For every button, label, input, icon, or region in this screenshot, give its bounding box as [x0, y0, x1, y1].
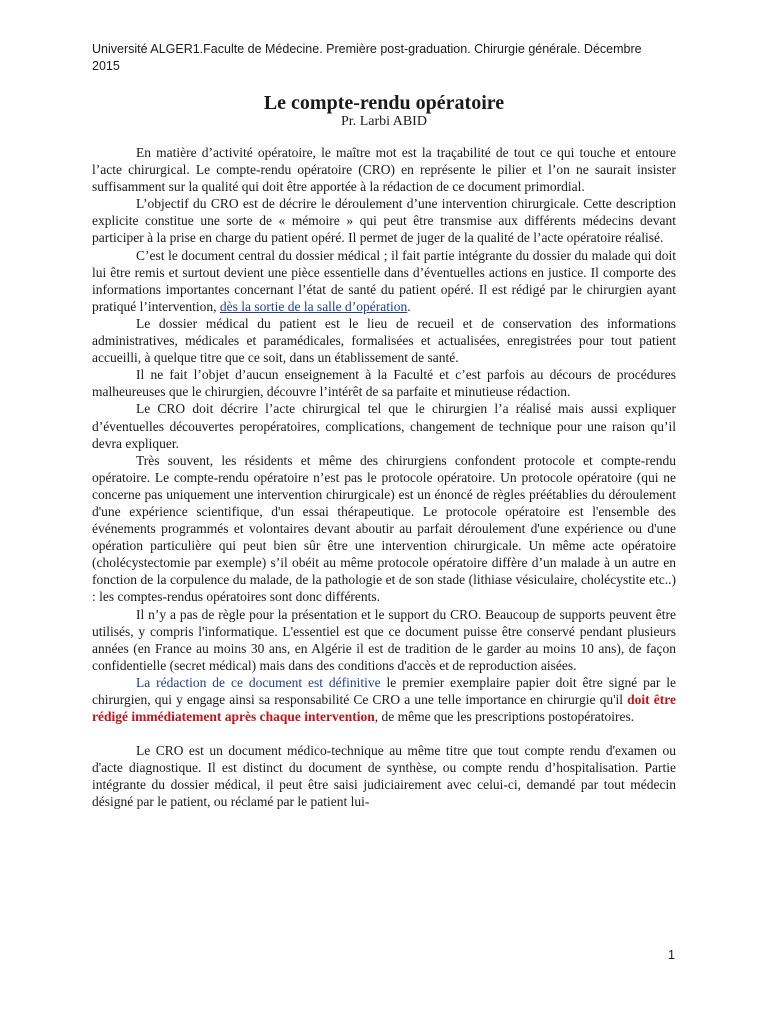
paragraph-medical-record: Le dossier médical du patient est le lieu de recueil et de conservation des informations administratives, médicales et paramédicales, formalisées et actualisées, enregistrées pour tout patient accueilli, à quelque titre que ce soit, dans un établissement de santé. [92, 315, 676, 366]
paragraph-end: . [407, 298, 411, 314]
author-line: Pr. Larbi ABID [341, 114, 427, 129]
document-title: Le compte-rendu opératoire [263, 92, 505, 114]
page-number: 1 [668, 948, 675, 962]
paragraph-medico-technical: Le CRO est un document médico-technique au même titre que tout compte rendu d'examen ou d'acte diagnostique. Il est distinct du document de synthèse, ou compte rendu d’hospitalisation. Partie intégrante du dossier médical, il peut être saisi judiciairement avec celui-ci, demandé par tout médecin désigné par le patient, ou réclamé par le patient lui- [92, 743, 676, 810]
paragraph-cro-description: Le CRO doit décrire l’acte chirurgical tel que le chirurgien l’a réalisé mais aussi expliquer d’éventuelles découvertes peropératoires, complications, changement de technique pour une raison qu’il devra expliquer. [92, 401, 676, 451]
paragraph-protocol: Très souvent, les résidents et même des chirurgiens confondent protocole et compte-rendu opératoire. Le compte-rendu opératoire n’est pas le protocole opératoire. Un protocole opératoire (qui ne concerne pas uniquement une intervention chirurgicale) est un énoncé de règles préétablies du déroulement d'une expérience scientifique, d'un essai thérapeutique. Le protocole opératoire est l'ensemble des événements programmés et volontaires devant aboutir au parfait déroulement d'une expérience ou d'une opération particulière qui peut bien sûr être une intervention chirurgicale. Un même acte opératoire (cholécystectomie par exemple) s’il obéit au même protocole opératoire diffère d’un malade à un autre en fonction de la corpulence du malade, de la pathologie et de son stade (lithiase vésiculaire, cholécystite etc..) : les comptes-rendus opératoires sont donc différents. [92, 452, 676, 605]
paragraph-teaching: Il ne fait l’objet d’aucun enseignement à la Faculté et c’est parfois au décours de procédures malheureuses que le chirurgien, découvre l’intérêt de sa parfaite et minutieuse rédaction. [92, 367, 676, 400]
highlight-immediate: doit être rédigé immédiatement après chaque intervention [92, 692, 676, 725]
paragraph-support: Il n’y a pas de règle pour la présentation et le support du CRO. Beaucoup de supports peuvent être utilisés, y compris l'informatique. L'essentiel est que ce document puisse être conservé pendant plusieurs années (en France au moins 30 ans, en Algérie il est de tradition de le garder au moins 10 ans), de façon confidentielle (secret médical) mais dans des conditions d'accès et de reproduction aisées. [92, 606, 676, 673]
paragraph-definitive [92, 674, 676, 725]
paragraph-central-document [92, 247, 676, 315]
paragraph-end: , de même que les prescriptions postopératoires. [374, 709, 635, 725]
highlight-definitive: La rédaction de ce document est définitive [136, 674, 381, 690]
paragraph-text: C’est le document central du dossier médical ; il fait partie intégrante du dossier du malade qui doit lui être remis et surtout devient une pièce essentielle dans d’éventuelles actions en justice. Il comporte des informations importantes concernant l’état de santé du patient opéré. Il est rédigé par le chirurgien ayant pratiqué l’intervention, [92, 247, 676, 314]
exit-operating-room-link[interactable]: dès la sortie de la salle d’opération [219, 298, 408, 314]
paragraph-intro: En matière d’activité opératoire, le maître mot est la traçabilité de tout ce qui touche et entoure l’acte chirurgical. Le compte-rendu opératoire (CRO) en représente le pilier et l’on ne saurait insister suffisamment sur la qualité qui doit être apportée à la rédaction de ce document primordial. [92, 145, 676, 195]
paragraph-objective: L’objectif du CRO est de décrire le déroulement d’une intervention chirurgicale. Cette description explicite constitue une sorte de « mémoire » qui peut être transmise aux différents médecins devant participer à la prise en charge du patient opéré. Il permet de juger de la qualité de l’acte opératoire réalisé. [92, 196, 676, 246]
document-body [92, 144, 676, 811]
running-header: Université ALGER1.Faculte de Médecine. Première post-graduation. Chirurgie générale. Décembre 2015 [92, 42, 642, 73]
paragraph-text: le premier exemplaire papier doit être signé par le chirurgien, qui y engage ainsi sa responsabilité Ce CRO a une telle importance en chirurgie qu'il [92, 674, 676, 707]
